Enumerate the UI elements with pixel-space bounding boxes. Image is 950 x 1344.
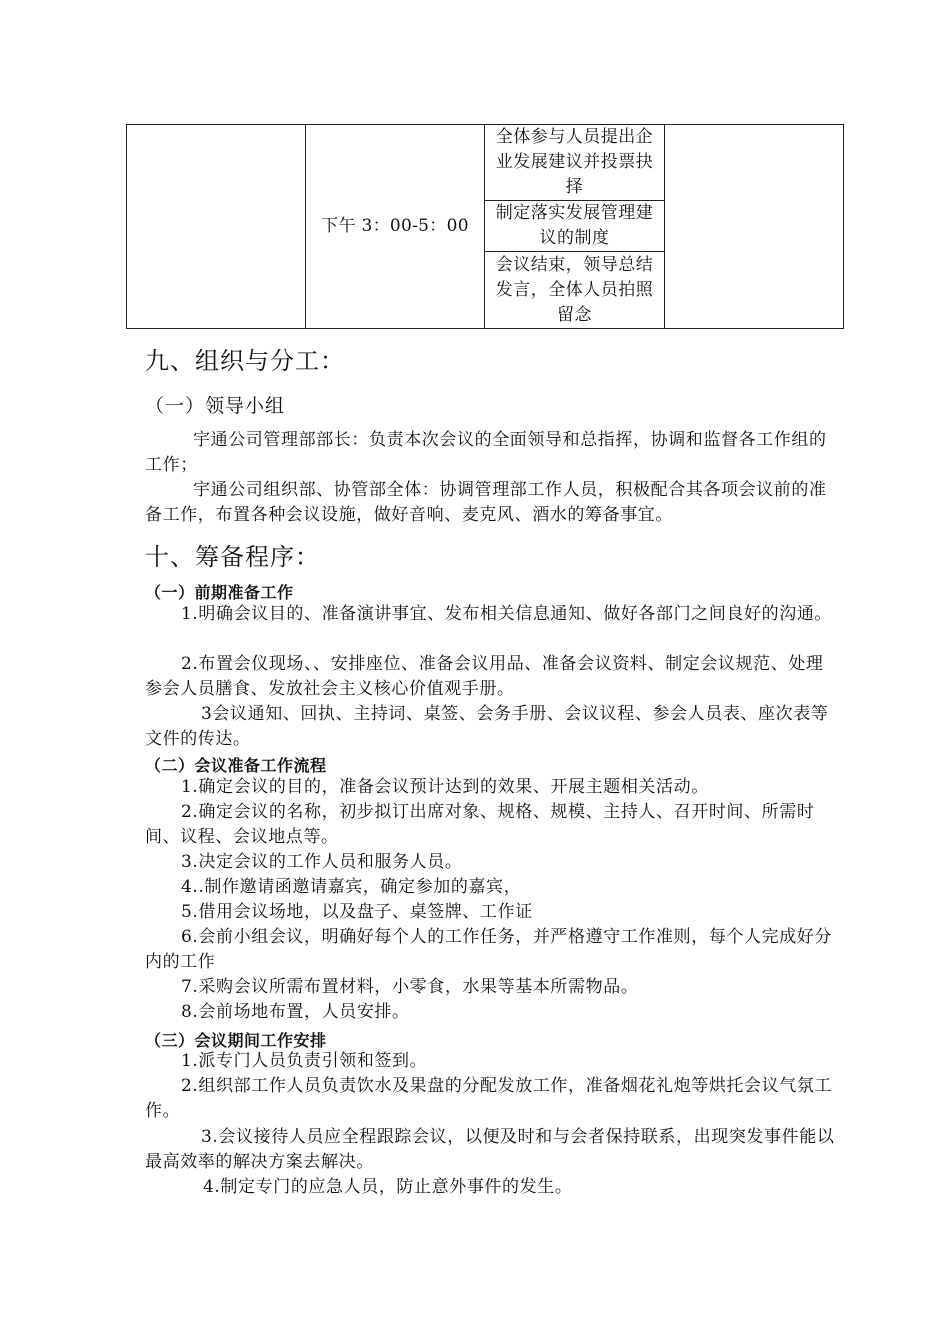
agenda-item: 会议结束，领导总结发言，全体人员拍照留念	[495, 254, 654, 325]
list-item: 2.组织部工作人员负责饮水及果盘的分配发放工作，准备烟花礼炮等烘托会议气氛工作。	[145, 1076, 833, 1121]
list-item: 7.采购会议所需布置材料，小零食，水果等基本所需物品。	[181, 977, 639, 997]
table-cell-empty	[665, 125, 844, 329]
list-item: 3.决定会议的工作人员和服务人员。	[181, 852, 463, 872]
table-cell-item	[485, 125, 665, 201]
agenda-item: 全体参与人员提出企业发展建议并投票抉择	[495, 127, 654, 197]
paragraph: 宇通公司管理部部长：负责本次会议的全面领导和总指挥，协调和监督各工作组的工作；	[145, 430, 827, 475]
schedule-table	[126, 124, 844, 329]
subsection-title: （一）领导小组	[145, 395, 286, 417]
agenda-item: 制定落实发展管理建议的制度	[495, 203, 654, 248]
section-title: 十、筹备程序：	[145, 543, 320, 571]
table-cell-item	[485, 252, 665, 329]
time-label: 下午 3：00-5：00	[321, 216, 469, 236]
table-cell-empty	[127, 125, 306, 329]
paragraph: 宇通公司组织部、协管部全体：协调管理部工作人员，积极配合其各项会议前的准备工作，布置各种会议设施，做好音响、麦克风、酒水的筹备事宜。	[145, 480, 827, 525]
list-item: 1.派专门人员负责引领和签到。	[181, 1051, 428, 1071]
subsection-title: （三）会议期间工作安排	[145, 1031, 327, 1050]
list-item: 6.会前小组会议，明确好每个人的工作任务，并严格遵守工作准则，每个人完成好分内的工作	[145, 927, 833, 972]
list-item: 2.布置会仪现场、、安排座位、准备会议用品、准备会议资料、制定会议规范、处理参会人员膳食、发放社会主义核心价值观手册。	[145, 654, 824, 699]
list-item: 4..制作邀请函邀请嘉宾，确定参加的嘉宾，	[181, 877, 522, 897]
list-item: 1.明确会议目的、准备演讲事宜、发布相关信息通知、做好各部门之间良好的沟通。	[181, 604, 833, 624]
table-cell-time	[306, 125, 485, 329]
list-item: 3会议通知、回执、主持词、桌签、会务手册、会议议程、参会人员表、座次表等文件的传达。	[145, 704, 829, 749]
list-item: 8.会前场地布置，人员安排。	[181, 1002, 410, 1022]
list-item: 5.借用会议场地，以及盘子、桌签牌、工作证	[181, 902, 533, 922]
table-cell-item	[485, 201, 665, 252]
section-title: 九、组织与分工：	[145, 347, 345, 375]
subsection-title: （一）前期准备工作	[145, 583, 294, 602]
list-item: 1.确定会议的目的，准备会议预计达到的效果、开展主题相关活动。	[181, 777, 709, 797]
subsection-title: （二）会议准备工作流程	[145, 756, 327, 775]
list-item: 2.确定会议的名称，初步拟订出席对象、规格、规模、主持人、召开时间、所需时间、议程、会议地点等。	[145, 802, 815, 847]
list-item: 3.会议接待人员应全程跟踪会议，以便及时和与会者保持联系，出现突发事件能以最高效率的解决方案去解决。	[145, 1127, 835, 1172]
list-item: 4.制定专门的应急人员，防止意外事件的发生。	[203, 1177, 573, 1197]
